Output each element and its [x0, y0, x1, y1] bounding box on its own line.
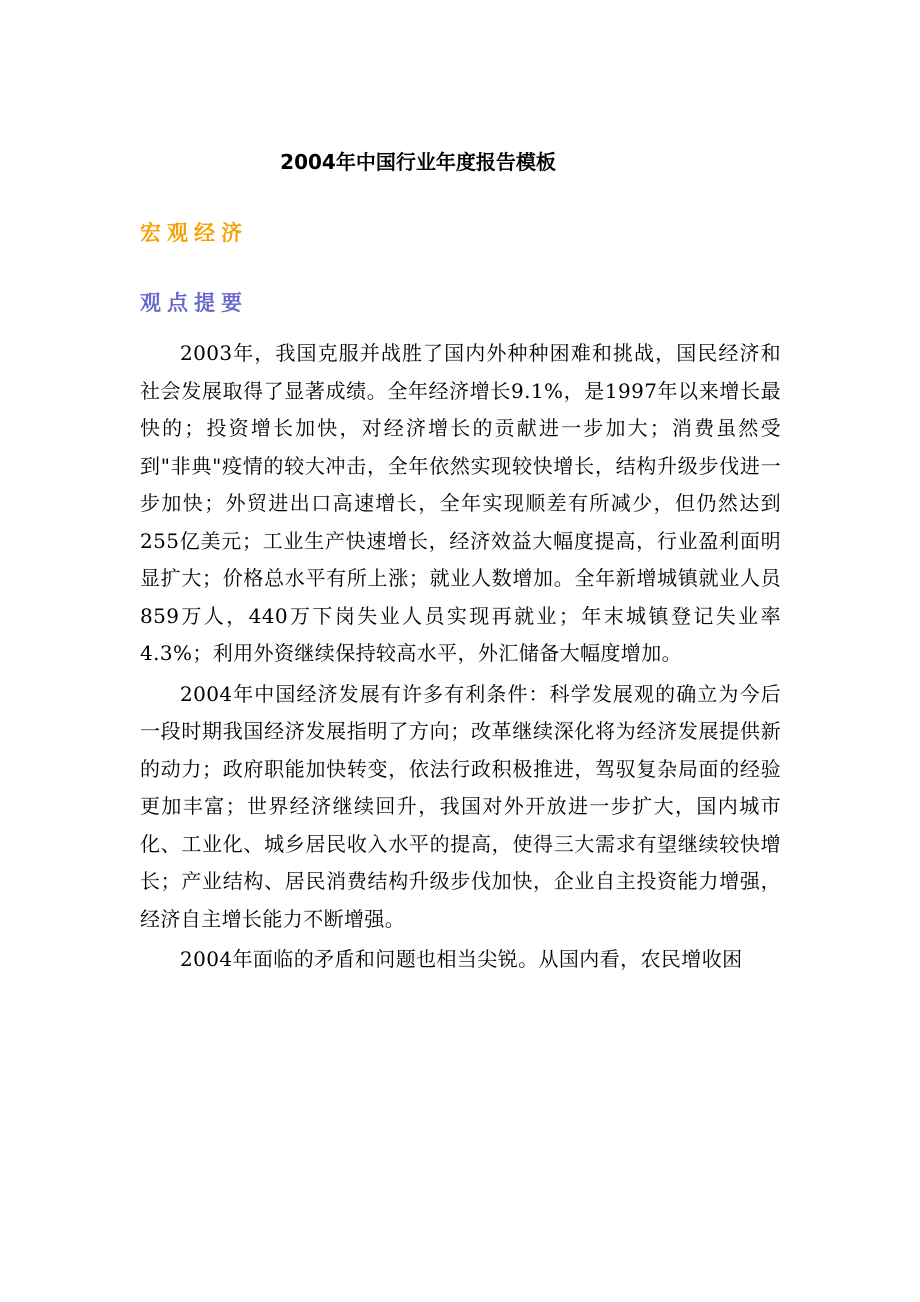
paragraph-2003-review: 2003年，我国克服并战胜了国内外种种困难和挑战，国民经济和社会发展取得了显著成绩。全年经济增长9.1%，是1997年以来增长最快的；投资增长加快，对经济增长的贡献进一步加大；消费虽然受到"非典"疫情的较大冲击，全年依然实现较快增长，结构升级步伐进一步加快；外贸进出口高速增长，全年实现顺差有所减少，但仍然达到255亿美元；工业生产快速增长，经济效益大幅度提高，行业盈利面明显扩大；价格总水平有所上涨；就业人数增加。全年新增城镇就业人员859万人，440万下岗失业人员实现再就业；年末城镇登记失业率4.3%；利用外资继续保持较高水平，外汇储备大幅度增加。 — [140, 341, 781, 665]
section-heading-macro-economy: 宏观经济 — [140, 221, 248, 245]
paragraph-2004-favorable-conditions: 2004年中国经济发展有许多有利条件：科学发展观的确立为今后一段时期我国经济发展指明了方向；改革继续深化将为经济发展提供新的动力；政府职能加快转变，依法行政积极推进，驾驭复杂局面的经验更加丰富；世界经济继续回升，我国对外开放进一步扩大，国内城市化、工业化、城乡居民收入水平的提高，使得三大需求有望继续较快增长；产业结构、居民消费结构升级步伐加快，企业自主投资能力增强，经济自主增长能力不断增强。 — [140, 681, 781, 931]
paragraph-2004-problems: 2004年面临的矛盾和问题也相当尖锐。从国内看，农民增收困 — [180, 947, 743, 971]
document-title: 2004年中国行业年度报告模板 — [280, 150, 556, 174]
sub-heading-key-points: 观点提要 — [140, 291, 248, 315]
body-text — [140, 335, 781, 979]
